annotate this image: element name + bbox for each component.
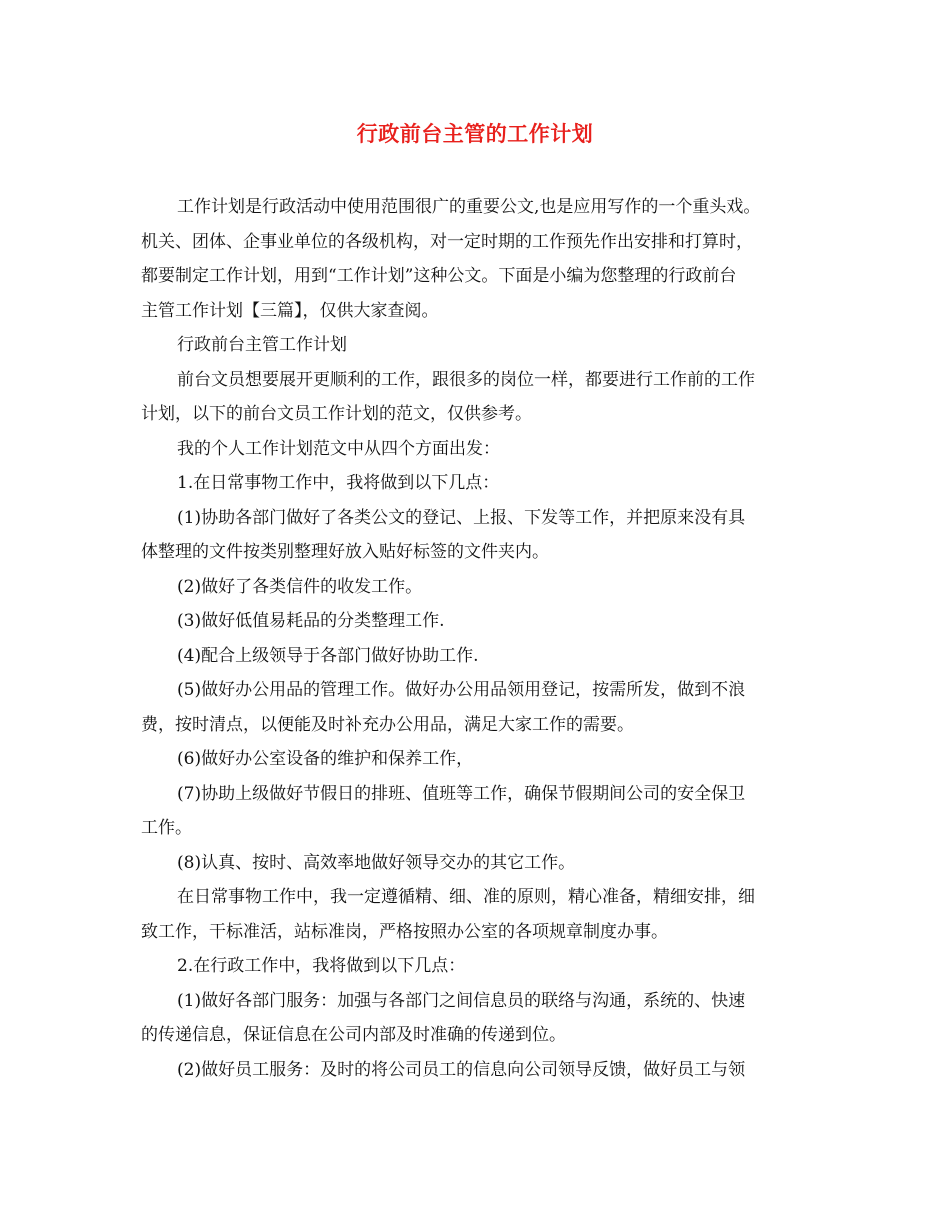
text-line: (4)配合上级领导于各部门做好协助工作. bbox=[177, 645, 479, 666]
text-line: 体整理的文件按类别整理好放入贴好标签的文件夹内。 bbox=[141, 542, 549, 562]
text-line: (8)认真、按时、高效率地做好领导交办的其它工作。 bbox=[177, 852, 576, 873]
text-line: 1.在日常事物工作中，我将做到以下几点： bbox=[177, 473, 500, 493]
text-line: (2)做好了各类信件的收发工作。 bbox=[177, 576, 423, 597]
text-line: 主管工作计划【三篇】，仅供大家查阅。 bbox=[141, 300, 439, 321]
document-title: 行政前台主管的工作计划 bbox=[356, 121, 594, 146]
text-line: 计划，以下的前台文员工作计划的范文，仅供参考。 bbox=[141, 404, 532, 424]
text-line: 2.在行政工作中，我将做到以下几点： bbox=[177, 956, 466, 976]
text-line: 的传递信息，保证信息在公司内部及时准确的传递到位。 bbox=[141, 1025, 566, 1045]
text-line: 工作。 bbox=[141, 818, 192, 838]
text-line: (1)协助各部门做好了各类公文的登记、上报、下发等工作，并把原来没有具 bbox=[177, 507, 746, 528]
text-line: 在日常事物工作中，我一定遵循精、细、准的原则，精心准备，精细安排，细 bbox=[177, 887, 755, 907]
text-line: 我的个人工作计划范文中从四个方面出发： bbox=[177, 438, 500, 459]
text-line: (3)做好低值易耗品的分类整理工作. bbox=[177, 611, 445, 631]
text-line: 都要制定工作计划，用到“工作计划”这种公文。下面是小编为您整理的行政前台 bbox=[141, 266, 737, 286]
text-line: (5)做好办公用品的管理工作。做好办公用品领用登记，按需所发，做到不浪 bbox=[177, 680, 746, 700]
text-line: (7)协助上级做好节假日的排班、值班等工作，确保节假期间公司的安全保卫 bbox=[177, 783, 746, 804]
text-line: 机关、团体、企事业单位的各级机构，对一定时期的工作预先作出安排和打算时， bbox=[141, 231, 753, 252]
text-line: (2)做好员工服务：及时的将公司员工的信息向公司领导反馈，做好员工与领 bbox=[177, 1059, 746, 1080]
document-body bbox=[141, 190, 817, 1087]
text-line: 费，按时清点，以便能及时补充办公用品，满足大家工作的需要。 bbox=[141, 714, 634, 735]
text-line: 致工作，干标准活，站标准岗，严格按照办公室的各项规章制度办事。 bbox=[141, 921, 668, 942]
text-line: 工作计划是行政活动中使用范围很广的重要公文,也是应用写作的一个重头戏。 bbox=[177, 197, 761, 217]
text-line: (6)做好办公室设备的维护和保养工作， bbox=[177, 749, 474, 769]
text-line: 前台文员想要展开更顺利的工作，跟很多的岗位一样，都要进行工作前的工作 bbox=[177, 369, 755, 390]
text-line: 行政前台主管工作计划 bbox=[177, 335, 347, 355]
text-line: (1)做好各部门服务：加强与各部门之间信息员的联络与沟通，系统的、快速 bbox=[177, 990, 746, 1011]
